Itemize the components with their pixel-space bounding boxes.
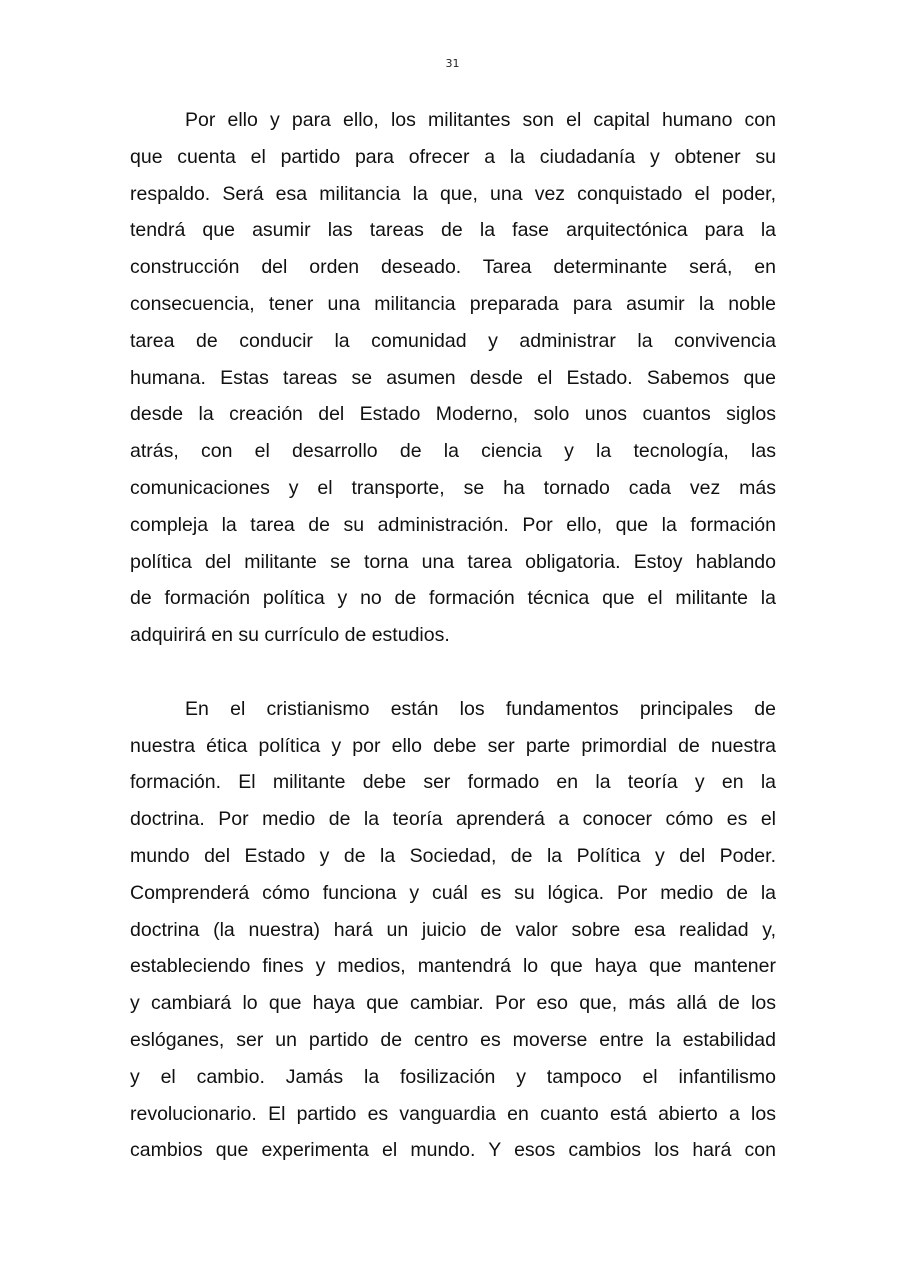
text-line: cambios que experimenta el mundo. Y esos cambios los hará con <box>130 1139 776 1162</box>
paragraph <box>130 691 776 1169</box>
text-line: mundo del Estado y de la Sociedad, de la Política y del Poder. <box>130 844 776 867</box>
text-line: doctrina. Por medio de la teoría aprenderá a conocer cómo es el <box>130 808 776 831</box>
text-line: que cuenta el partido para ofrecer a la ciudadanía y obtener su <box>130 145 776 168</box>
body-text <box>130 102 776 1169</box>
text-line: doctrina (la nuestra) hará un juicio de valor sobre esa realidad y, <box>130 918 776 941</box>
text-line: Por ello y para ello, los militantes son el capital humano con <box>185 109 776 131</box>
paragraph-gap <box>130 654 776 691</box>
text-line: tendrá que asumir las tareas de la fase arquitectónica para la <box>130 219 776 242</box>
text-line: consecuencia, tener una militancia preparada para asumir la noble <box>130 292 776 315</box>
text-line: revolucionario. El partido es vanguardia en cuanto está abierto a los <box>130 1102 776 1125</box>
paragraph <box>130 102 776 654</box>
text-line: eslóganes, ser un partido de centro es moverse entre la estabilidad <box>130 1028 776 1051</box>
text-line: Comprenderá cómo funciona y cuál es su lógica. Por medio de la <box>130 881 776 904</box>
text-line: tarea de conducir la comunidad y administrar la convivencia <box>130 329 776 352</box>
text-line: nuestra ética política y por ello debe ser parte primordial de nuestra <box>130 734 776 757</box>
text-line: estableciendo fines y medios, mantendrá lo que haya que mantener <box>130 955 776 978</box>
text-line: En el cristianismo están los fundamentos principales de <box>185 697 776 720</box>
text-line: construcción del orden deseado. Tarea determinante será, en <box>130 256 776 279</box>
text-line: y el cambio. Jamás la fosilización y tampoco el infantilismo <box>130 1065 776 1088</box>
text-line: humana. Estas tareas se asumen desde el Estado. Sabemos que <box>130 366 776 389</box>
page-number: 31 <box>445 57 460 70</box>
text-line: adquirirá en su currículo de estudios. <box>130 624 450 647</box>
text-line: y cambiará lo que haya que cambiar. Por eso que, más allá de los <box>130 992 776 1015</box>
text-line: atrás, con el desarrollo de la ciencia y la tecnología, las <box>130 440 776 463</box>
text-line: desde la creación del Estado Moderno, solo unos cuantos siglos <box>130 403 776 426</box>
text-line: comunicaciones y el transporte, se ha tornado cada vez más <box>130 476 776 499</box>
text-line: respaldo. Será esa militancia la que, una vez conquistado el poder, <box>130 182 776 205</box>
text-line: política del militante se torna una tarea obligatoria. Estoy hablando <box>130 550 776 573</box>
text-line: de formación política y no de formación técnica que el militante la <box>130 587 776 610</box>
text-line: compleja la tarea de su administración. Por ello, que la formación <box>130 513 776 536</box>
text-line: formación. El militante debe ser formado en la teoría y en la <box>130 771 776 794</box>
